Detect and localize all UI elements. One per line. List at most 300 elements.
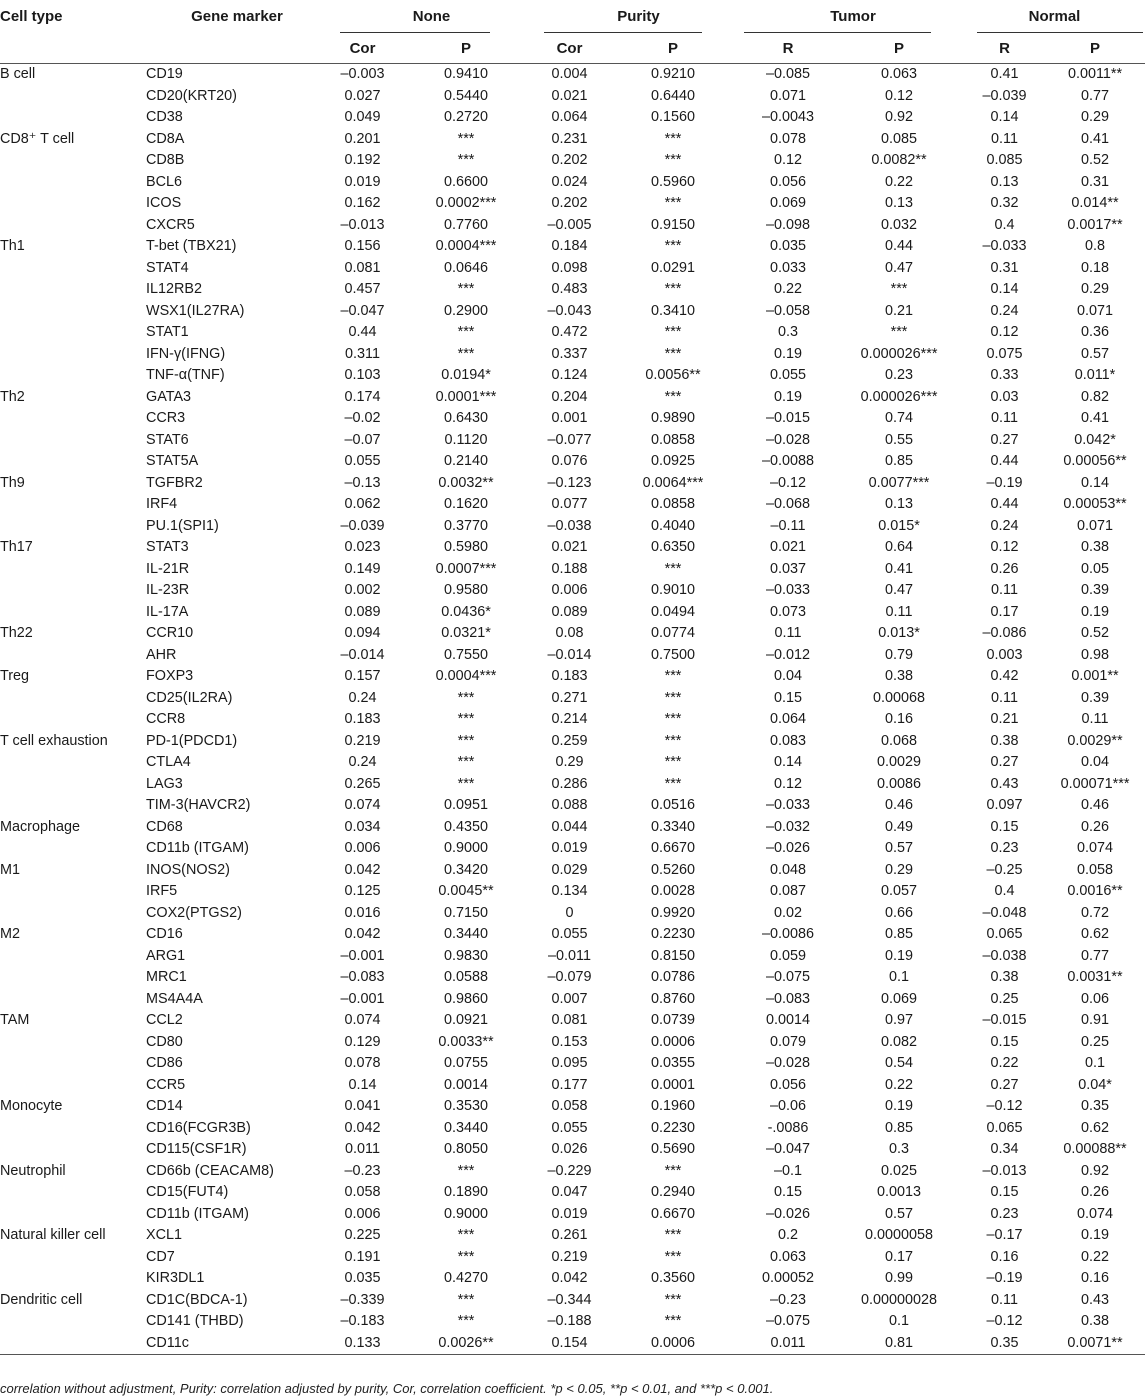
table-row bbox=[0, 666, 1145, 688]
cell-cell-type bbox=[0, 430, 146, 452]
table-row bbox=[0, 602, 1145, 624]
cell-tumor-p: 0.000026*** bbox=[860, 345, 938, 362]
cell-purity-cor: –0.229 bbox=[547, 1162, 592, 1179]
cell-cell-type bbox=[0, 365, 146, 387]
subheader-none-cor: Cor bbox=[328, 33, 397, 64]
cell-normal-p: 0.77 bbox=[1081, 87, 1110, 104]
cell-tumor-r: 0.0014 bbox=[766, 1012, 811, 1028]
group-rule-purity bbox=[544, 32, 702, 33]
cell-none-cor: 0.24 bbox=[348, 754, 377, 770]
cell-normal-r: 0.24 bbox=[990, 302, 1019, 319]
cell-none-cor: –0.001 bbox=[340, 947, 385, 964]
cell-tumor-r: –0.11 bbox=[770, 517, 806, 534]
table-row bbox=[0, 1096, 1145, 1118]
cell-tumor-p: 0.57 bbox=[885, 840, 914, 856]
cell-purity-cor: 0.261 bbox=[551, 1227, 588, 1243]
cell-normal-p: 0.39 bbox=[1081, 582, 1110, 598]
cell-tumor-p: 0.082 bbox=[881, 1033, 918, 1050]
cell-tumor-p: 0.0082** bbox=[871, 152, 927, 168]
cell-cell-type: M1 bbox=[0, 861, 20, 878]
cell-purity-cor: 0.219 bbox=[551, 1248, 588, 1265]
cell-purity-cor: 0.095 bbox=[551, 1055, 588, 1071]
cell-tumor-r: –0.058 bbox=[766, 302, 811, 319]
cell-tumor-p: 0.47 bbox=[885, 582, 914, 598]
cell-tumor-r: 0.078 bbox=[770, 130, 807, 147]
cell-tumor-p: 0.54 bbox=[885, 1055, 914, 1071]
cell-tumor-r: 0.14 bbox=[774, 754, 803, 770]
cell-none-cor: 0.156 bbox=[344, 238, 381, 254]
cell-tumor-r: 0.15 bbox=[774, 689, 803, 706]
cell-none-cor: 0.311 bbox=[345, 345, 380, 362]
table-row bbox=[0, 451, 1145, 473]
cell-tumor-r: –0.026 bbox=[766, 840, 811, 856]
cell-gene-marker: CD16(FCGR3B) bbox=[146, 1119, 251, 1136]
cell-tumor-r: 0.064 bbox=[770, 711, 807, 727]
cell-normal-r: –0.12 bbox=[986, 1313, 1023, 1329]
cell-none-p: 0.3530 bbox=[443, 1098, 488, 1114]
cell-normal-r: 0.003 bbox=[986, 646, 1023, 663]
cell-purity-cor: 0.098 bbox=[551, 259, 588, 276]
cell-tumor-p: 0.22 bbox=[885, 1076, 914, 1093]
cell-purity-p: 0.1560 bbox=[651, 109, 696, 125]
cell-none-p: 0.9580 bbox=[443, 582, 488, 598]
cell-normal-r: 0.15 bbox=[990, 1033, 1019, 1050]
cell-tumor-p: 0.23 bbox=[885, 367, 914, 383]
cell-none-p: 0.2720 bbox=[443, 109, 488, 125]
cell-normal-p: 0.46 bbox=[1081, 797, 1110, 813]
cell-cell-type: Macrophage bbox=[0, 818, 80, 835]
cell-none-p: *** bbox=[457, 711, 475, 727]
table-row bbox=[0, 1053, 1145, 1075]
cell-cell-type: B cell bbox=[0, 66, 36, 82]
cell-none-cor: 0.24 bbox=[348, 689, 377, 706]
cell-gene-marker: IL-23R bbox=[146, 582, 190, 598]
cell-normal-p: 0.26 bbox=[1081, 1184, 1110, 1200]
cell-tumor-p: 0.99 bbox=[885, 1270, 914, 1286]
cell-normal-r: –0.015 bbox=[982, 1012, 1027, 1028]
cell-tumor-p: 0.16 bbox=[885, 711, 914, 727]
cell-normal-r: 0.12 bbox=[990, 324, 1019, 340]
cell-gene-marker: IL-21R bbox=[146, 560, 190, 577]
cell-gene-marker: CD8B bbox=[146, 152, 185, 168]
table-row bbox=[0, 365, 1145, 387]
cell-tumor-r: –0.033 bbox=[766, 797, 811, 813]
cell-tumor-p: 0.49 bbox=[885, 818, 914, 835]
cell-none-p: 0.0951 bbox=[443, 797, 488, 813]
subheader-purity-p: P bbox=[604, 33, 742, 64]
cell-tumor-p: 0.13 bbox=[885, 195, 914, 211]
cell-purity-cor: 0.044 bbox=[551, 818, 588, 835]
cell-purity-cor: 0.055 bbox=[551, 926, 588, 942]
cell-cell-type bbox=[0, 193, 146, 215]
cell-purity-cor: 0.153 bbox=[551, 1033, 588, 1050]
cell-purity-p: 0.8150 bbox=[651, 947, 696, 964]
cell-normal-r: –0.038 bbox=[982, 947, 1027, 964]
cell-none-p: 0.1890 bbox=[443, 1184, 488, 1200]
table-row bbox=[0, 1268, 1145, 1290]
cell-gene-marker: CD16 bbox=[146, 926, 183, 942]
cell-cell-type bbox=[0, 86, 146, 108]
cell-normal-p: 0.43 bbox=[1081, 1291, 1110, 1308]
cell-cell-type bbox=[0, 580, 146, 602]
cell-normal-r: 0.11 bbox=[991, 130, 1018, 147]
cell-normal-p: 0.52 bbox=[1081, 625, 1110, 641]
cell-purity-p: 0.2940 bbox=[651, 1184, 696, 1200]
cell-gene-marker: INOS(NOS2) bbox=[146, 861, 230, 878]
cell-tumor-r: 0.00052 bbox=[762, 1270, 815, 1286]
cell-purity-cor: 0.202 bbox=[551, 152, 588, 168]
cell-normal-r: 0.44 bbox=[990, 496, 1019, 512]
cell-tumor-p: 0.19 bbox=[885, 947, 914, 964]
cell-normal-p: 0.0011** bbox=[1067, 66, 1123, 82]
cell-none-p: *** bbox=[457, 324, 475, 340]
cell-cell-type bbox=[0, 688, 146, 710]
cell-none-p: *** bbox=[457, 689, 475, 706]
cell-tumor-p: 0.97 bbox=[885, 1012, 914, 1028]
header-row-groups bbox=[0, 0, 1145, 33]
cell-normal-p: 0.92 bbox=[1081, 1162, 1110, 1179]
cell-gene-marker: STAT6 bbox=[146, 431, 189, 448]
cell-purity-cor: 0.183 bbox=[551, 668, 588, 684]
cell-tumor-p: 0.3 bbox=[889, 1141, 910, 1157]
cell-none-cor: 0.125 bbox=[344, 883, 381, 899]
table-row bbox=[0, 193, 1145, 215]
cell-none-p: 0.3440 bbox=[443, 926, 488, 942]
cell-none-p: *** bbox=[457, 1248, 475, 1265]
cell-purity-p: *** bbox=[664, 195, 682, 211]
cell-purity-p: *** bbox=[664, 775, 682, 792]
cell-purity-p: 0.2230 bbox=[651, 1119, 696, 1136]
cell-none-p: 0.0646 bbox=[443, 259, 488, 276]
cell-tumor-r: –0.028 bbox=[766, 1055, 811, 1071]
cell-tumor-r: 0.3 bbox=[778, 324, 799, 340]
cell-normal-r: 0.23 bbox=[990, 1205, 1019, 1222]
cell-normal-r: 0.31 bbox=[990, 259, 1019, 276]
cell-purity-p: 0.2230 bbox=[651, 926, 696, 942]
header-row-sub bbox=[0, 33, 1145, 64]
cell-cell-type bbox=[0, 1333, 146, 1355]
cell-none-cor: 0.149 bbox=[344, 560, 381, 577]
cell-none-p: 0.8050 bbox=[443, 1141, 488, 1157]
cell-purity-cor: –0.014 bbox=[547, 646, 592, 663]
cell-purity-cor: 0.337 bbox=[551, 345, 588, 362]
cell-normal-r: 0.42 bbox=[990, 668, 1019, 684]
cell-none-p: 0.9860 bbox=[443, 990, 488, 1007]
cell-none-p: 0.9830 bbox=[443, 947, 488, 964]
cell-gene-marker: CD15(FUT4) bbox=[146, 1184, 229, 1200]
header-group-none: None bbox=[412, 8, 451, 25]
cell-gene-marker: CD11b (ITGAM) bbox=[146, 840, 249, 856]
cell-tumor-r: 0.073 bbox=[770, 603, 807, 620]
cell-none-p: *** bbox=[457, 345, 475, 362]
cell-none-cor: 0.201 bbox=[344, 130, 381, 147]
cell-purity-p: 0.1960 bbox=[651, 1098, 696, 1114]
cell-none-cor: 0.14 bbox=[348, 1076, 377, 1093]
cell-normal-p: 0.001** bbox=[1071, 668, 1119, 684]
cell-tumor-r: 0.11 bbox=[774, 625, 802, 641]
cell-purity-p: 0.0494 bbox=[651, 603, 696, 620]
table-row bbox=[0, 215, 1145, 237]
cell-none-p: 0.7150 bbox=[443, 904, 488, 921]
cell-tumor-p: 0.21 bbox=[885, 302, 914, 319]
cell-purity-p: 0.9150 bbox=[651, 216, 696, 233]
cell-tumor-p: 0.17 bbox=[885, 1248, 914, 1265]
table-row bbox=[0, 86, 1145, 108]
table-row bbox=[0, 150, 1145, 172]
cell-none-p: 0.0026** bbox=[397, 1333, 535, 1355]
cell-normal-r: 0.4 bbox=[994, 216, 1015, 233]
table-row bbox=[0, 236, 1145, 258]
cell-none-p: 0.6600 bbox=[443, 173, 488, 190]
cell-cell-type bbox=[0, 752, 146, 774]
cell-tumor-p: 0.013* bbox=[878, 625, 920, 641]
cell-purity-p: 0.4040 bbox=[651, 517, 696, 534]
cell-purity-cor: –0.038 bbox=[547, 517, 592, 534]
cell-cell-type: CD8⁺ T cell bbox=[0, 130, 75, 147]
header-cell-type: Cell type bbox=[0, 8, 63, 25]
cell-cell-type bbox=[0, 172, 146, 194]
cell-purity-p: *** bbox=[664, 754, 682, 770]
cell-tumor-r: -.0086 bbox=[767, 1119, 809, 1136]
cell-purity-p: 0.0291 bbox=[651, 259, 696, 276]
table-row bbox=[0, 924, 1145, 946]
cell-none-p: 0.0321* bbox=[441, 625, 491, 641]
cell-normal-r: 0.11 bbox=[991, 1291, 1018, 1308]
cell-purity-cor: –0.077 bbox=[547, 431, 592, 448]
cell-none-p: 0.6430 bbox=[443, 410, 488, 426]
cell-tumor-r: 0.055 bbox=[770, 367, 807, 383]
cell-normal-p: 0.05 bbox=[1081, 560, 1110, 577]
cell-purity-p: *** bbox=[664, 345, 682, 362]
cell-none-p: 0.9000 bbox=[443, 840, 488, 856]
cell-none-cor: 0.002 bbox=[344, 582, 381, 598]
table-footnote: correlation without adjustment, Purity: correlation adjusted by purity, Cor, correlation coefficient. *p < 0.05, **p < 0.01, and ***p < 0.001. bbox=[0, 1381, 774, 1396]
cell-purity-p: *** bbox=[664, 130, 682, 147]
cell-tumor-r: 0.079 bbox=[770, 1033, 807, 1050]
table-row bbox=[0, 1161, 1145, 1183]
cell-gene-marker: ICOS bbox=[146, 195, 182, 211]
cell-purity-cor: 0.042 bbox=[551, 1270, 588, 1286]
cell-gene-marker: STAT5A bbox=[146, 453, 199, 469]
cell-tumor-p: 0.0029 bbox=[877, 754, 922, 770]
header-blank bbox=[0, 33, 146, 64]
cell-purity-p: 0.0006 bbox=[651, 1033, 696, 1050]
cell-purity-cor: –0.005 bbox=[547, 216, 592, 233]
cell-purity-cor: –0.344 bbox=[547, 1291, 592, 1308]
cell-purity-p: 0.0028 bbox=[651, 883, 696, 899]
cell-normal-p: 0.38 bbox=[1081, 539, 1110, 555]
cell-normal-p: 0.074 bbox=[1077, 1205, 1114, 1222]
cell-normal-p: 0.16 bbox=[1081, 1270, 1110, 1286]
cell-cell-type bbox=[0, 881, 146, 903]
cell-purity-p: 0.0056** bbox=[645, 367, 701, 383]
cell-tumor-p: *** bbox=[890, 324, 908, 340]
cell-gene-marker: CD38 bbox=[146, 109, 183, 125]
cell-normal-r: 0.17 bbox=[990, 603, 1019, 620]
cell-gene-marker: LAG3 bbox=[146, 775, 183, 792]
table-row bbox=[0, 709, 1145, 731]
cell-normal-r: 0.22 bbox=[990, 1055, 1019, 1071]
cell-tumor-p: 0.13 bbox=[885, 496, 914, 512]
cell-purity-cor: 0.134 bbox=[551, 883, 588, 899]
cell-cell-type: Th9 bbox=[0, 474, 25, 491]
table-row bbox=[0, 817, 1145, 839]
cell-none-cor: 0.006 bbox=[344, 1205, 381, 1222]
cell-tumor-r: –0.0043 bbox=[762, 109, 815, 125]
table-row bbox=[0, 1182, 1145, 1204]
cell-cell-type bbox=[0, 559, 146, 581]
cell-none-p: 0.0004*** bbox=[435, 238, 497, 254]
table-row bbox=[0, 580, 1145, 602]
cell-cell-type bbox=[0, 645, 146, 667]
cell-cell-type bbox=[0, 967, 146, 989]
cell-gene-marker: PU.1(SPI1) bbox=[146, 517, 219, 534]
cell-tumor-p: 0.1 bbox=[889, 1313, 910, 1329]
cell-tumor-r: –0.075 bbox=[766, 1313, 811, 1329]
table-row bbox=[0, 1333, 1145, 1355]
cell-tumor-r: 0.069 bbox=[770, 195, 807, 211]
cell-normal-p: 0.00056** bbox=[1063, 453, 1127, 469]
cell-none-cor: 0.129 bbox=[344, 1033, 381, 1050]
cell-purity-p: *** bbox=[664, 1291, 682, 1308]
cell-none-p: 0.0007*** bbox=[435, 560, 497, 577]
cell-gene-marker: STAT3 bbox=[146, 539, 189, 555]
cell-none-p: 0.0014 bbox=[443, 1076, 488, 1093]
cell-normal-r: 0.15 bbox=[990, 1184, 1019, 1200]
table-row bbox=[0, 623, 1145, 645]
cell-normal-r: –0.033 bbox=[982, 238, 1027, 254]
cell-gene-marker: CD115(CSF1R) bbox=[146, 1141, 247, 1157]
cell-gene-marker: CD25(IL2RA) bbox=[146, 689, 233, 706]
table-row bbox=[0, 1225, 1145, 1247]
cell-normal-r: 0.15 bbox=[990, 818, 1019, 835]
table-row bbox=[0, 408, 1145, 430]
cell-normal-r: 0.11 bbox=[991, 410, 1018, 426]
cell-none-p: 0.1120 bbox=[444, 431, 488, 448]
cell-none-p: 0.7760 bbox=[443, 216, 488, 233]
cell-tumor-r: –0.026 bbox=[766, 1205, 811, 1222]
cell-none-cor: 0.44 bbox=[348, 324, 377, 340]
table-row bbox=[0, 838, 1145, 860]
cell-purity-cor: 0.021 bbox=[551, 87, 588, 104]
cell-gene-marker: MS4A4A bbox=[146, 990, 203, 1007]
cell-none-cor: 0.133 bbox=[328, 1333, 397, 1355]
cell-tumor-p: 0.12 bbox=[885, 87, 914, 104]
cell-tumor-r: –0.032 bbox=[766, 818, 811, 835]
cell-tumor-r: –0.12 bbox=[770, 474, 807, 491]
cell-tumor-r: 0.063 bbox=[770, 1248, 807, 1265]
cell-normal-r: 0.11 bbox=[991, 689, 1018, 706]
cell-purity-cor: 0.472 bbox=[551, 324, 588, 340]
cell-gene-marker: CCL2 bbox=[146, 1012, 183, 1028]
table-row bbox=[0, 537, 1145, 559]
cell-gene-marker: CD20(KRT20) bbox=[146, 87, 237, 104]
cell-purity-cor: 0.259 bbox=[551, 732, 588, 749]
cell-tumor-p: 0.085 bbox=[881, 130, 918, 147]
cell-normal-r: 0.03 bbox=[990, 388, 1019, 405]
cell-none-cor: 0.225 bbox=[344, 1227, 381, 1243]
cell-cell-type bbox=[0, 795, 146, 817]
cell-normal-p: 0.82 bbox=[1081, 388, 1110, 405]
cell-tumor-p: 0.063 bbox=[881, 66, 918, 82]
cell-none-p: 0.0045** bbox=[438, 883, 494, 899]
header-group-normal: Normal bbox=[1028, 8, 1081, 25]
cell-none-cor: 0.011 bbox=[345, 1141, 380, 1157]
table-row bbox=[0, 967, 1145, 989]
cell-cell-type bbox=[0, 989, 146, 1011]
cell-none-cor: 0.074 bbox=[344, 1012, 381, 1028]
table-row bbox=[0, 989, 1145, 1011]
cell-gene-marker: IRF4 bbox=[146, 496, 178, 512]
cell-normal-r: –0.039 bbox=[982, 87, 1027, 104]
cell-tumor-p: 0.66 bbox=[885, 904, 914, 921]
cell-none-cor: –0.23 bbox=[344, 1162, 381, 1179]
cell-cell-type bbox=[0, 1075, 146, 1097]
cell-tumor-r: 0.011 bbox=[742, 1333, 834, 1355]
table-row bbox=[0, 322, 1145, 344]
cell-cell-type bbox=[0, 1268, 146, 1290]
table-row bbox=[0, 903, 1145, 925]
cell-normal-p: 0.11 bbox=[1081, 711, 1109, 727]
cell-gene-marker: CD19 bbox=[146, 66, 183, 82]
cell-normal-p: 0.22 bbox=[1081, 1248, 1110, 1265]
cell-cell-type bbox=[0, 150, 146, 172]
cell-normal-r: 0.26 bbox=[990, 560, 1019, 577]
cell-cell-type: Th22 bbox=[0, 625, 33, 641]
cell-normal-r: 0.34 bbox=[990, 1141, 1019, 1157]
cell-none-p: *** bbox=[457, 1227, 475, 1243]
cell-tumor-p: 0.0086 bbox=[877, 775, 922, 792]
cell-purity-p: 0.0858 bbox=[651, 496, 696, 512]
cell-tumor-r: 0.048 bbox=[770, 861, 807, 878]
subheader-none-p: P bbox=[397, 33, 535, 64]
cell-cell-type bbox=[0, 709, 146, 731]
cell-tumor-p: 0.44 bbox=[885, 238, 914, 254]
cell-purity-p: *** bbox=[664, 324, 682, 340]
cell-normal-p: 0.26 bbox=[1081, 818, 1110, 835]
cell-tumor-r: 0.056 bbox=[770, 173, 807, 190]
table-row bbox=[0, 387, 1145, 409]
cell-purity-p: 0.6670 bbox=[651, 1205, 696, 1222]
cell-none-p: 0.0002*** bbox=[435, 195, 497, 211]
cell-tumor-p: 0.85 bbox=[885, 1119, 914, 1136]
cell-tumor-p: 0.1 bbox=[889, 969, 910, 985]
cell-purity-cor: 0.204 bbox=[551, 388, 588, 405]
cell-normal-p: 0.071 bbox=[1077, 517, 1114, 534]
cell-purity-cor: 0.184 bbox=[551, 238, 588, 254]
cell-purity-p: *** bbox=[664, 1227, 682, 1243]
cell-gene-marker: TNF-α(TNF) bbox=[146, 367, 225, 383]
cell-none-cor: 0.162 bbox=[344, 195, 381, 211]
cell-cell-type bbox=[0, 602, 146, 624]
cell-none-cor: 0.078 bbox=[344, 1055, 381, 1071]
cell-tumor-p: 0.068 bbox=[881, 732, 918, 749]
table-row bbox=[0, 107, 1145, 129]
cell-none-p: 0.4270 bbox=[443, 1270, 488, 1286]
cell-none-cor: 0.006 bbox=[344, 840, 381, 856]
cell-gene-marker: CD7 bbox=[146, 1248, 175, 1265]
cell-purity-cor: 0.124 bbox=[551, 367, 588, 383]
cell-normal-p: 0.62 bbox=[1081, 926, 1110, 942]
cell-tumor-r: 0.2 bbox=[778, 1227, 799, 1243]
cell-cell-type bbox=[0, 215, 146, 237]
cell-gene-marker: PD-1(PDCD1) bbox=[146, 732, 238, 749]
cell-tumor-r: 0.22 bbox=[774, 281, 803, 297]
cell-purity-p: *** bbox=[664, 732, 682, 749]
cell-cell-type bbox=[0, 107, 146, 129]
cell-none-cor: –0.001 bbox=[340, 990, 385, 1007]
cell-none-p: 0.2900 bbox=[443, 302, 488, 319]
